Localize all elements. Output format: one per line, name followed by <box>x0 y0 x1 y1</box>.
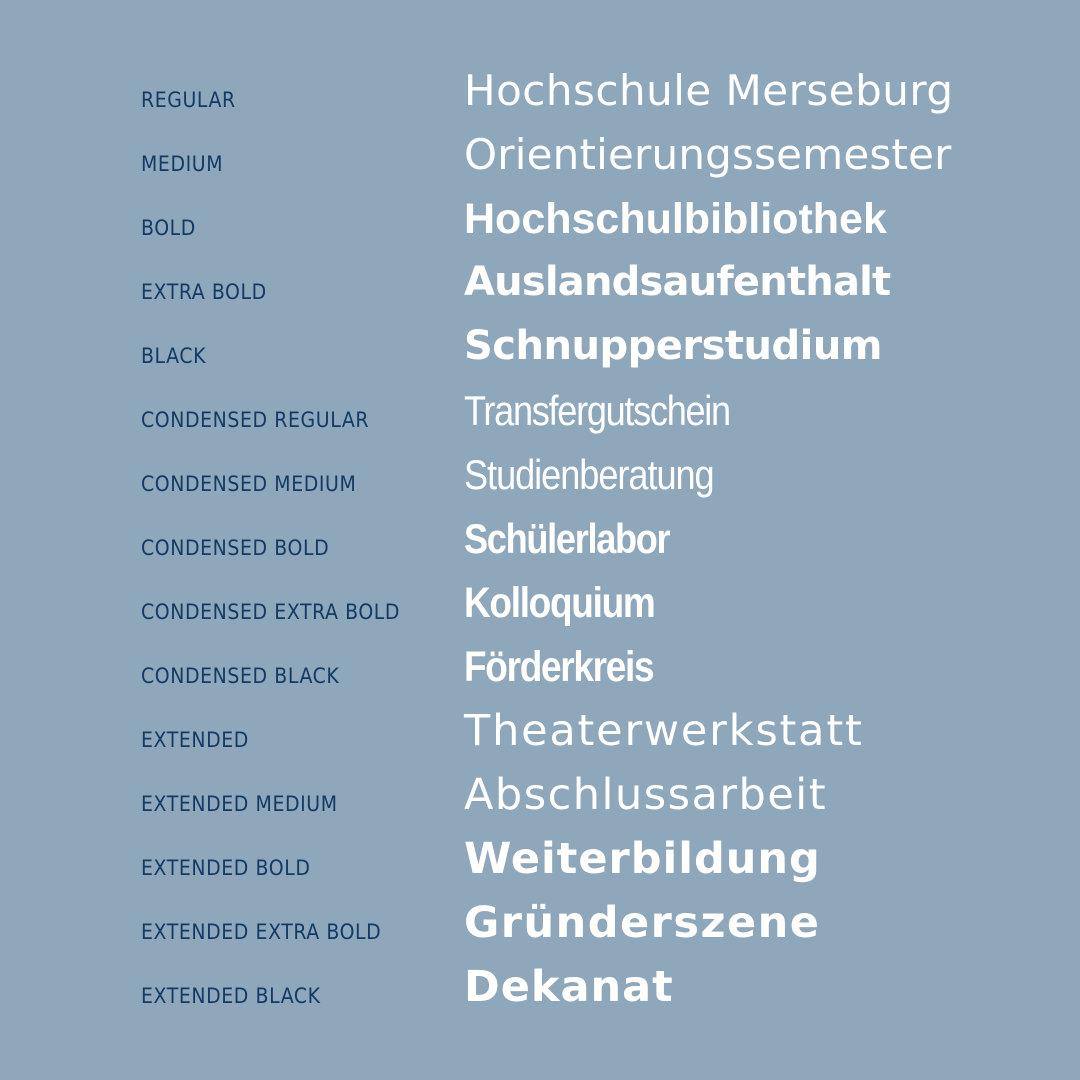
style-label: EXTENDED MEDIUM <box>141 792 338 816</box>
style-label: CONDENSED BLACK <box>141 664 340 688</box>
specimen-row-condensed-black <box>0 638 1080 702</box>
sample-word: Hochschule Merseburg <box>464 66 954 115</box>
sample-word: Orientierungssemester <box>464 130 952 179</box>
style-label: EXTENDED EXTRA BOLD <box>141 920 382 944</box>
style-label: BOLD <box>141 216 196 240</box>
style-label: REGULAR <box>141 88 236 112</box>
specimen-row-black <box>0 318 1080 382</box>
specimen-row-medium <box>0 126 1080 190</box>
style-label: EXTRA BOLD <box>141 280 267 304</box>
sample-word: Schnupperstudium <box>464 323 882 369</box>
specimen-row-condensed-bold <box>0 510 1080 574</box>
style-label: BLACK <box>141 344 207 368</box>
sample-word: Kolloquium <box>464 579 655 627</box>
sample-word: Hochschulbibliothek <box>464 195 887 243</box>
style-label: EXTENDED BOLD <box>141 856 311 880</box>
sample-word: Theaterwerkstatt <box>464 706 864 756</box>
specimen-row-extended-black <box>0 958 1080 1022</box>
sample-word: Schülerlabor <box>464 515 670 562</box>
style-label: MEDIUM <box>141 152 224 176</box>
specimen-row-extended-extra-bold <box>0 894 1080 958</box>
specimen-row-condensed-extra-bold <box>0 574 1080 638</box>
sample-word: Gründerszene <box>464 898 821 948</box>
specimen-row-extended-medium <box>0 766 1080 830</box>
sample-word: Förderkreis <box>464 643 654 691</box>
specimen-row-condensed-regular <box>0 382 1080 446</box>
specimen-row-extended-bold <box>0 830 1080 894</box>
specimen-row-extra-bold <box>0 254 1080 318</box>
style-label: CONDENSED REGULAR <box>141 408 370 432</box>
font-specimen <box>0 62 1080 1022</box>
sample-word: Weiterbildung <box>464 834 821 884</box>
sample-word: Abschlussarbeit <box>464 770 828 820</box>
sample-word: Transfergutschein <box>464 387 730 434</box>
specimen-row-regular <box>0 62 1080 126</box>
sample-word: Auslandsaufenthalt <box>464 259 891 305</box>
specimen-row-condensed-medium <box>0 446 1080 510</box>
style-label: CONDENSED BOLD <box>141 536 330 560</box>
style-label: EXTENDED BLACK <box>141 984 321 1008</box>
style-label: CONDENSED EXTRA BOLD <box>141 600 401 624</box>
sample-word: Studienberatung <box>464 451 714 498</box>
style-label: EXTENDED <box>141 728 249 752</box>
style-label: CONDENSED MEDIUM <box>141 472 357 496</box>
specimen-row-extended <box>0 702 1080 766</box>
specimen-row-bold <box>0 190 1080 254</box>
sample-word: Dekanat <box>464 962 674 1012</box>
